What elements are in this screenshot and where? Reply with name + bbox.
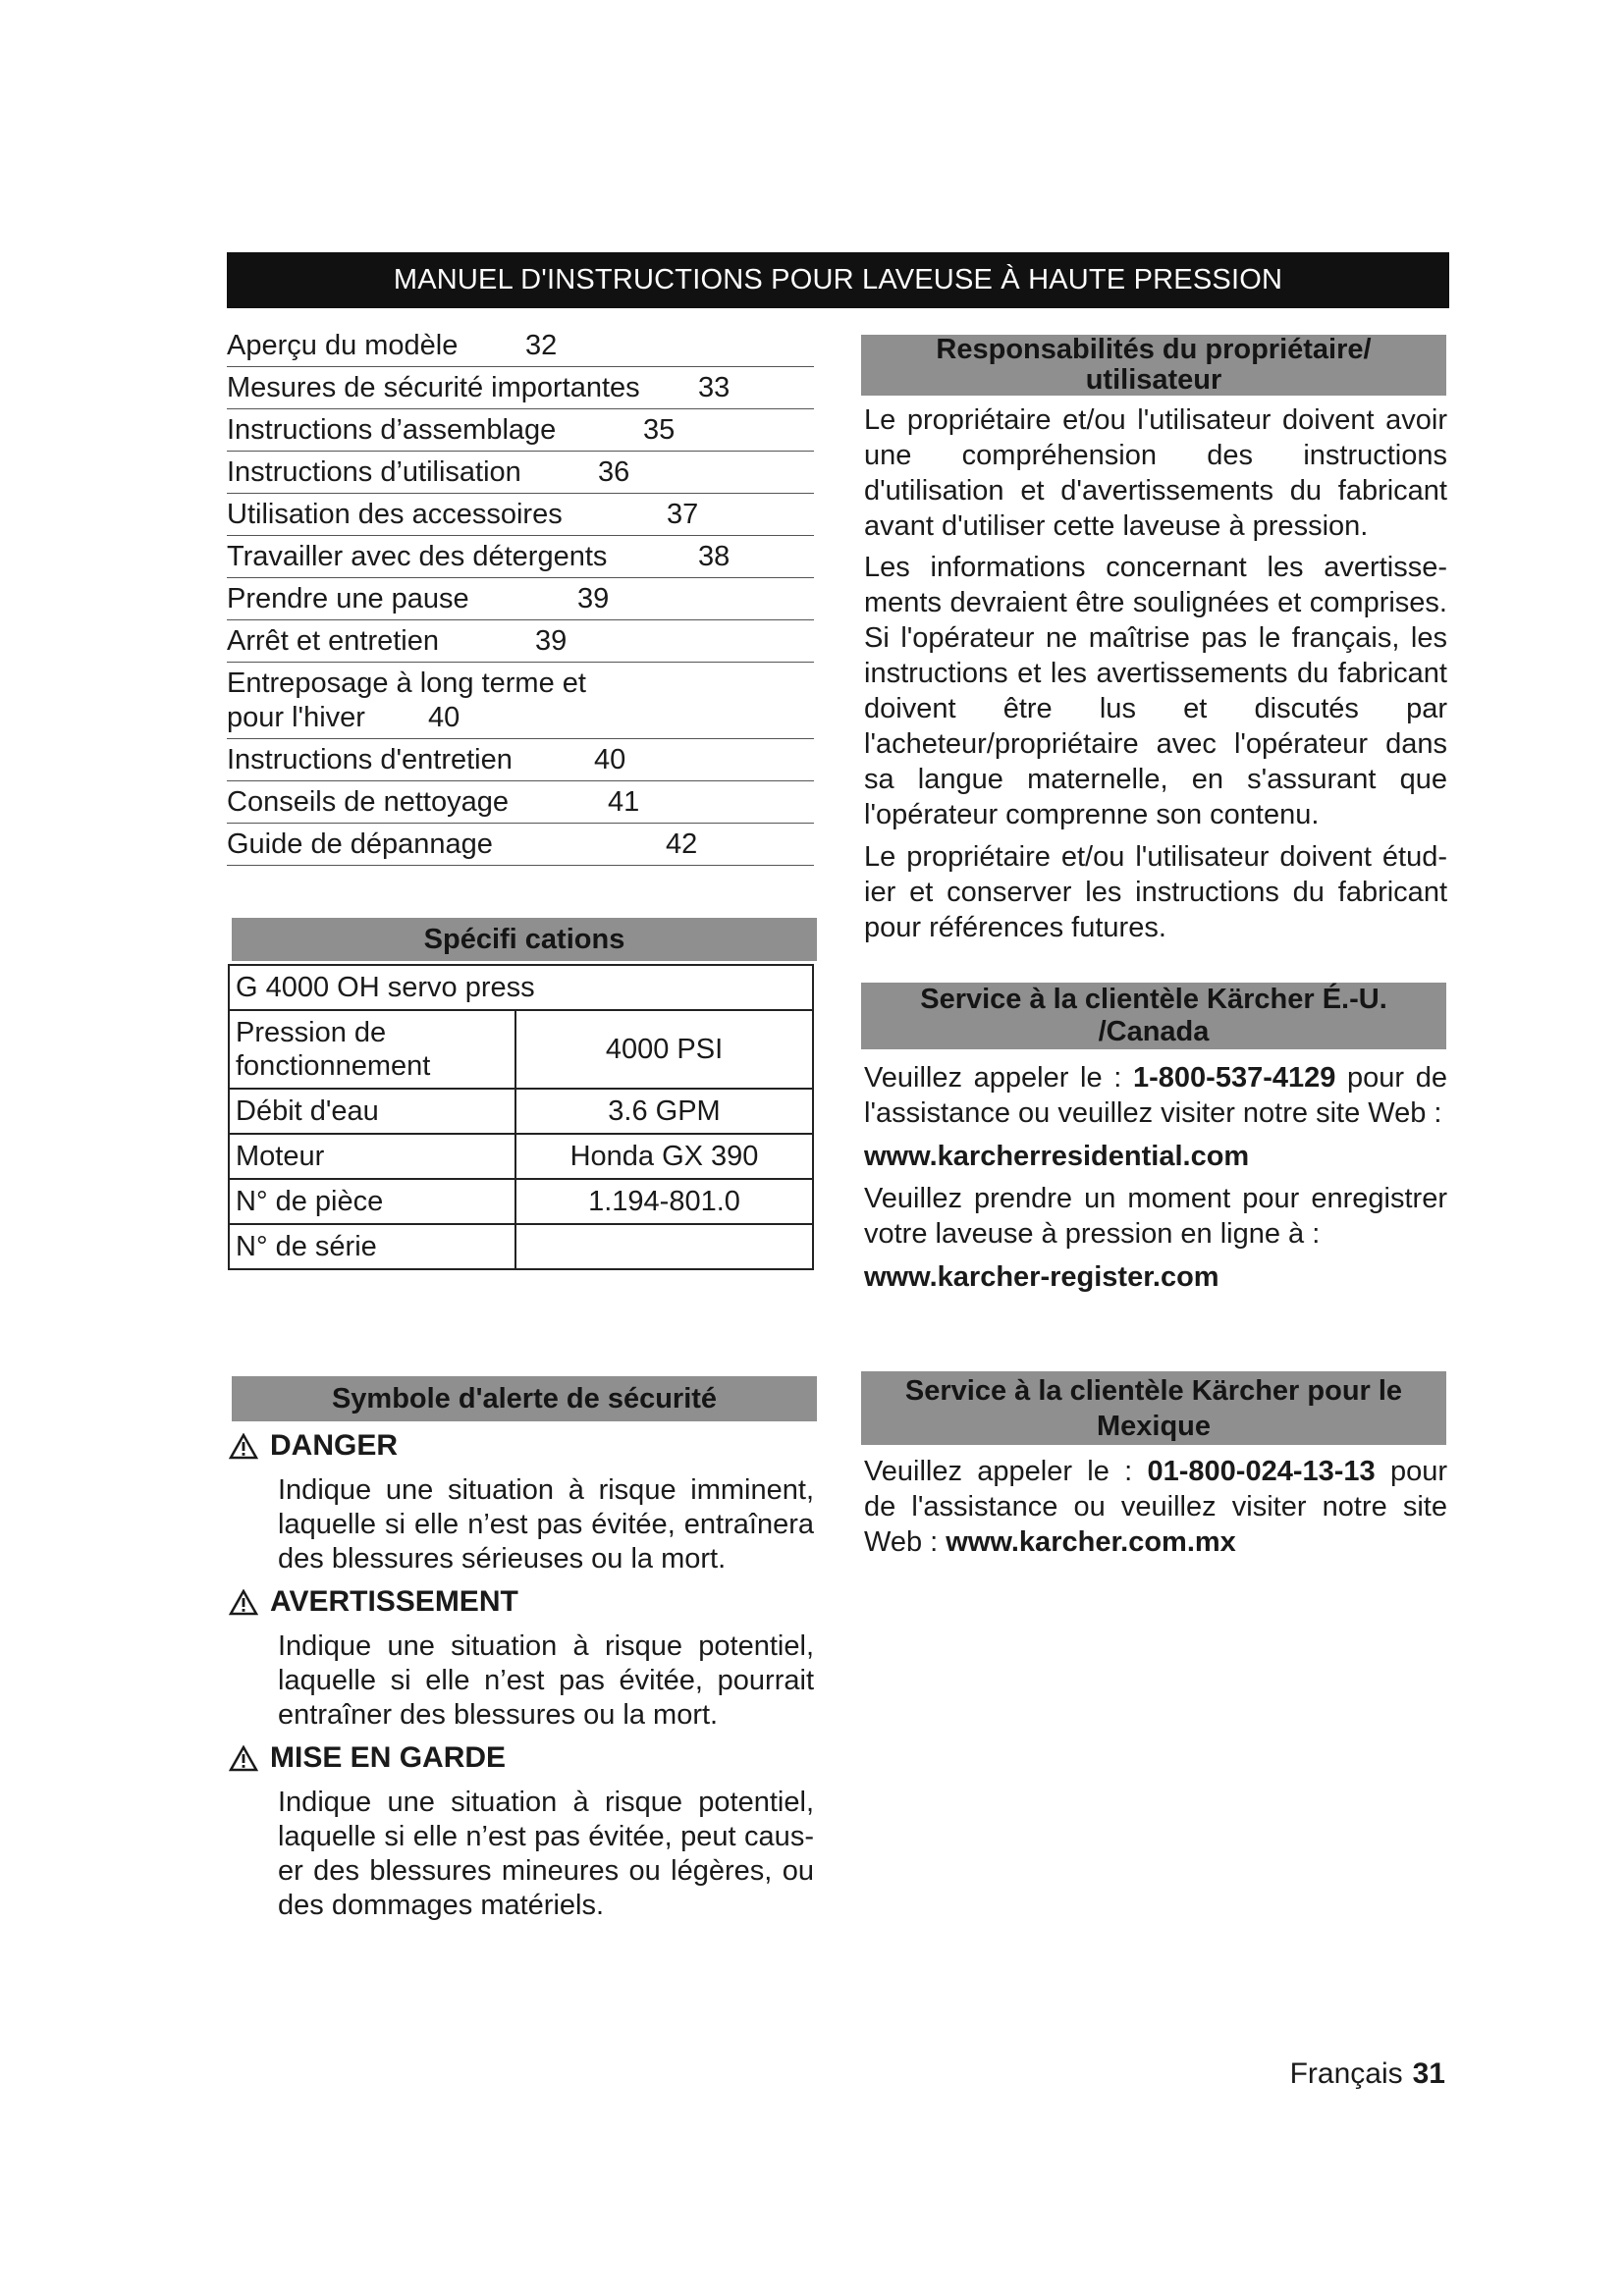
toc-page: 33 (698, 372, 731, 403)
service-mx-website-link[interactable]: www.karcher.com.mx (946, 1526, 1236, 1558)
service-us-heading (861, 983, 1446, 1049)
danger-text: Indique une situation à risque imminent, laquelle si elle n’est pas évitée, entraînera des blessures sérieuses ou la mort. (278, 1474, 814, 1575)
table-row (229, 965, 813, 1010)
service-us-call-prefix: Veuillez appeler le : (864, 1062, 1133, 1094)
spec-value (515, 1224, 813, 1269)
warning-text: Indique une situation à risque potentiel, laquelle si elle n’est pas évitée, pourrait entraîner des blessures ou la mort. (278, 1630, 814, 1731)
register-website-link[interactable]: www.karcher-register.com (864, 1261, 1219, 1293)
service-us-heading-line1: Service à la clientèle Kärcher É.-U. (920, 984, 1387, 1015)
toc-page: 40 (594, 744, 626, 775)
specs-model: G 4000 OH servo press (229, 965, 813, 1010)
specs-table (228, 964, 814, 1270)
service-mx-phone: 01-800-024-13-13 (1147, 1456, 1376, 1487)
danger-label: DANGER (270, 1429, 399, 1462)
warning-triangle-icon (229, 1589, 258, 1616)
footer-language: Français (1289, 2057, 1403, 2090)
toc-page: 37 (667, 499, 699, 530)
danger-title (229, 1428, 398, 1464)
register-text: Veuillez prendre un moment pour enregistrer votre laveuse à pression en ligne à : (864, 1183, 1447, 1250)
toc-label: Utilisation des accessoires (227, 499, 563, 530)
toc-row (227, 663, 814, 739)
table-row (229, 1010, 813, 1089)
toc-label: Mesures de sécurité importantes (227, 372, 640, 403)
toc-page: 41 (608, 786, 640, 818)
toc-page: 40 (427, 702, 460, 733)
service-us-heading-line2: /Canada (1098, 1016, 1210, 1047)
caution-title (229, 1740, 506, 1776)
spec-label: N° de série (229, 1224, 515, 1269)
toc-page: 32 (525, 330, 558, 361)
spec-label: Débit d'eau (229, 1089, 515, 1134)
responsibilities-paragraph-2: Les informations concernant les avertissements devraient être soulignées et comprises. Si l'opérateur ne maîtrise pas le français, les instructions et les avertissements du fabricant doivent être lus et discutés par l'acheteur/propriétaire avec l'opérateur dans sa langue maternelle, en s'assurant que l'opérateur comprenne son contenu. (864, 552, 1447, 830)
toc-row (227, 325, 814, 367)
warning-label: AVERTISSEMENT (270, 1585, 518, 1618)
toc-page: 36 (598, 456, 630, 488)
table-of-contents (227, 325, 814, 866)
caution-label: MISE EN GARDE (270, 1741, 507, 1774)
toc-label: Prendre une pause (227, 583, 469, 614)
spec-label: Pression de fonctionnement (229, 1010, 515, 1089)
table-row (229, 1179, 813, 1224)
toc-row (227, 781, 814, 824)
page-number: 31 (1412, 2057, 1445, 2090)
toc-page: 35 (643, 414, 676, 446)
toc-row (227, 578, 814, 620)
toc-label: Travailler avec des détergents (227, 541, 608, 572)
toc-label: Aperçu du modèle (227, 330, 459, 361)
table-row (229, 1089, 813, 1134)
service-us-call-suffix: pour de l'assistance ou veuillez visiter notre site Web : (864, 1062, 1447, 1129)
specs-heading (232, 918, 817, 961)
toc-page: 39 (577, 583, 610, 614)
toc-label: Guide de dépannage (227, 828, 493, 860)
toc-label: Arrêt et entretien (227, 625, 439, 657)
spec-value: 1.194-801.0 (515, 1179, 813, 1224)
toc-label: Instructions d'entretien (227, 744, 513, 775)
warning-title (229, 1584, 518, 1620)
service-mx-call-prefix: Veuillez appeler le : (864, 1456, 1148, 1487)
spec-value: Honda GX 390 (515, 1134, 813, 1179)
service-mx-heading-line1: Service à la clientèle Kärcher pour le (904, 1374, 1403, 1407)
table-row (229, 1224, 813, 1269)
toc-label: Entreposage à long terme et (227, 667, 586, 699)
toc-row (227, 536, 814, 578)
service-us-phone: 1-800-537-4129 (1132, 1062, 1336, 1094)
page-footer (1290, 2057, 1445, 2091)
responsibilities-heading-line2: utilisateur (1085, 364, 1222, 396)
toc-row (227, 409, 814, 452)
toc-label: Conseils de nettoyage (227, 786, 509, 818)
responsibilities-heading (861, 335, 1446, 396)
toc-row (227, 824, 814, 866)
safety-heading (232, 1376, 817, 1421)
responsibilities-paragraph-1: Le propriétaire et/ou l'utilisateur doivent avoir une compréhension des instructions d'utilisation et d'avertissements du fabricant avant d'utiliser cette laveuse à pression. (864, 404, 1447, 542)
service-mx-heading (861, 1371, 1446, 1445)
service-mx-contact (864, 1454, 1447, 1560)
responsibilities-heading-line1: Responsabilités du propriétaire/ (936, 334, 1372, 365)
toc-row (227, 367, 814, 409)
specs-heading-text: Spécifi cations (423, 924, 625, 955)
toc-page: 38 (698, 541, 731, 572)
spec-label: N° de pièce (229, 1179, 515, 1224)
toc-row (227, 452, 814, 494)
table-row (229, 1134, 813, 1179)
spec-label: Moteur (229, 1134, 515, 1179)
toc-row (227, 620, 814, 663)
service-us-website-link[interactable]: www.karcherresidential.com (864, 1141, 1250, 1172)
safety-heading-text: Symbole d'alerte de sécurité (331, 1383, 718, 1415)
toc-row (227, 494, 814, 536)
warning-triangle-icon (229, 1433, 258, 1460)
toc-label: Instructions d’utilisation (227, 456, 521, 488)
page-title: MANUEL D'INSTRUCTIONS POUR LAVEUSE À HAUTE PRESSION (227, 252, 1449, 308)
caution-text: Indique une situation à risque potentiel, laquelle si elle n’est pas évitée, peut causer des blessures mineures ou légères, ou des dommages matériels. (278, 1787, 814, 1921)
toc-label: pour l'hiver (227, 702, 365, 733)
toc-row (227, 739, 814, 781)
toc-page: 39 (535, 625, 568, 657)
service-mx-heading-line2: Mexique (1096, 1410, 1212, 1442)
spec-value: 3.6 GPM (515, 1089, 813, 1134)
service-us-contact (864, 1060, 1447, 1131)
spec-value: 4000 PSI (515, 1010, 813, 1089)
warning-triangle-icon (229, 1745, 258, 1772)
toc-page: 42 (666, 828, 698, 860)
responsibilities-paragraph-3: Le propriétaire et/ou l'utilisateur doivent étudier et conserver les instructions du fabricant pour références futures. (864, 841, 1447, 943)
toc-label: Instructions d’assemblage (227, 414, 557, 446)
service-mx-call-suffix: pour de l'assistance ou veuillez visiter notre site Web : (864, 1456, 1447, 1558)
